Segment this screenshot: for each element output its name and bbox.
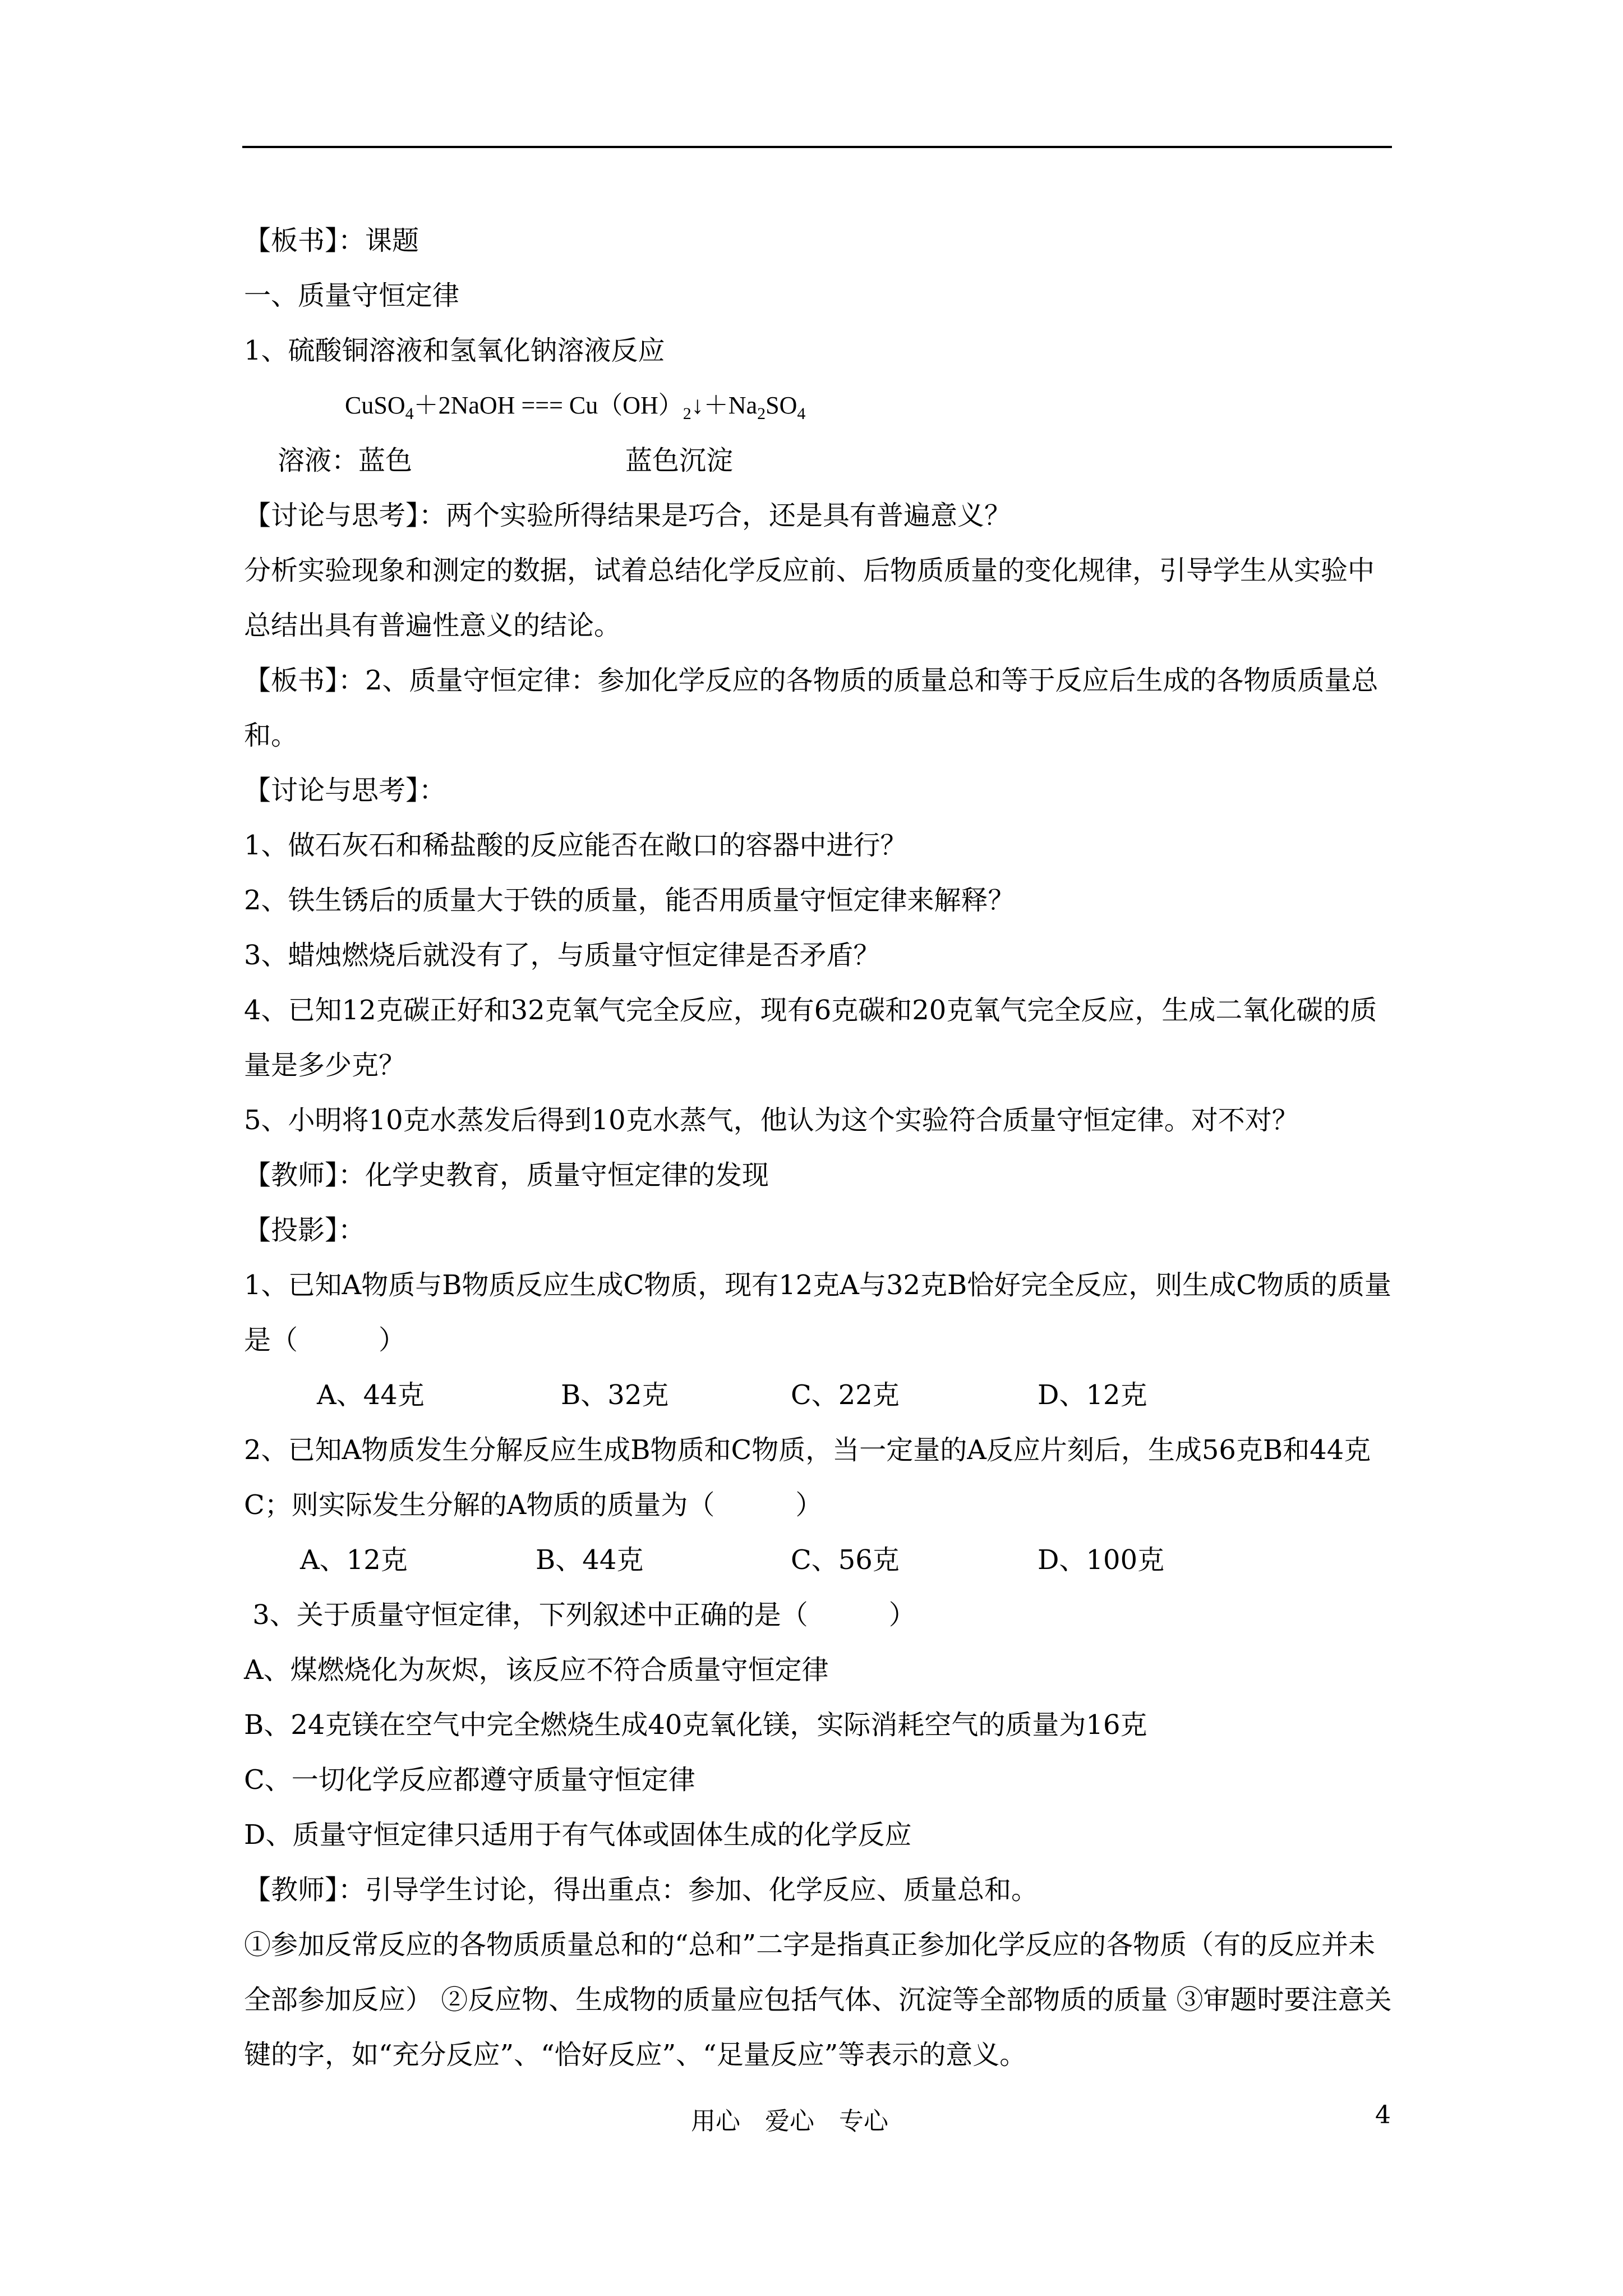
projection-question-3: 3、关于质量守恒定律，下列叙述中正确的是（ ） — [244, 1599, 916, 1631]
section-heading: 一、质量守恒定律 — [244, 280, 460, 311]
precipitate-label: 蓝色沉淀 — [625, 445, 734, 476]
projection-heading: 【投影】： — [244, 1214, 366, 1246]
question-4: 4、已知12克碳正好和32克氧气完全反应，现有6克碳和20克氧气完全反应，生成二氧化碳的质量是多少克？ — [244, 995, 1377, 1081]
question-3: 3、蜡烛燃烧后就没有了，与质量守恒定律是否矛盾？ — [244, 940, 880, 971]
question-3-option-b: B、24克镁在空气中完全燃烧生成40克氧化镁，实际消耗空气的质量为16克 — [244, 1709, 1147, 1741]
chemical-equation: CuSO$_4$＋2NaOH === $Cu(OH)_2↓+Na_2SO_4$ — [345, 392, 806, 423]
discussion-2: 【讨论与思考】： — [244, 775, 446, 806]
option-c: C、56克 — [791, 1544, 900, 1576]
option-a: A、44克 — [317, 1379, 425, 1411]
teacher-note-1: 【教师】：化学史教育，质量守恒定律的发现 — [244, 1159, 769, 1191]
page-number: 4 — [1375, 2101, 1391, 2129]
analysis-paragraph: 分析实验现象和测定的数据，试着总结化学反应前、后物质质量的变化规律，引导学生从实验中总结出具有普遍性意义的结论。 — [244, 555, 1375, 641]
option-b: B、44克 — [536, 1544, 644, 1576]
question-3-option-d: D、质量守恒定律只适用于有气体或固体生成的化学反应 — [244, 1819, 912, 1851]
question-5: 5、小明将10克水蒸发后得到10克水蒸气，他认为这个实验符合质量守恒定律。对不对？ — [244, 1105, 1299, 1136]
law-statement: 【板书】：2、质量守恒定律：参加化学反应的各物质的质量总和等于反应后生成的各物质质量总和。 — [244, 665, 1378, 751]
option-a: A、12克 — [300, 1544, 408, 1576]
solution-colors — [244, 433, 1399, 488]
solution-label: 溶液：蓝色 — [278, 445, 413, 476]
option-b: B、32克 — [561, 1379, 669, 1411]
question-2: 2、铁生锈后的质量大于铁的质量，能否用质量守恒定律来解释？ — [244, 885, 1015, 916]
projection-question-2: 2、已知A物质发生分解反应生成B物质和C物质，当一定量的A反应片刻后，生成56克B和44克C；则实际发生分解的A物质的质量为（ ） — [244, 1434, 1371, 1521]
board-title: 【板书】：课题 — [244, 225, 419, 256]
experiment-heading: 1、硫酸铜溶液和氢氧化钠溶液反应 — [244, 335, 665, 366]
projection-question-1: 1、已知A物质与B物质反应生成C物质，现有12克A与32克B恰好完全反应，则生成C物质的质量是（ ） — [244, 1269, 1392, 1356]
option-d: D、100克 — [1038, 1544, 1165, 1576]
discussion-1: 【讨论与思考】：两个实验所得结果是巧合，还是具有普遍意义？ — [244, 500, 1012, 531]
question-1-options — [244, 1368, 1399, 1423]
question-3-option-a: A、煤燃烧化为灰烬，该反应不符合质量守恒定律 — [244, 1654, 829, 1686]
question-2-options — [244, 1533, 1399, 1588]
option-d: D、12克 — [1038, 1379, 1147, 1411]
teacher-note-2: 【教师】：引导学生讨论，得出重点：参加、化学反应、质量总和。 — [244, 1874, 1039, 1906]
question-1: 1、做石灰石和稀盐酸的反应能否在敞口的容器中进行？ — [244, 830, 907, 861]
question-3-option-c: C、一切化学反应都遵守质量守恒定律 — [244, 1764, 695, 1796]
document-body — [244, 213, 1399, 2082]
option-c: C、22克 — [791, 1379, 900, 1411]
key-points-notes: ①参加反常反应的各物质质量总和的“总和”二字是指真正参加化学反应的各物质（有的反应并未全部参加反应） ②反应物、生成物的质量应包括气体、沉淀等全部物质的质量 ③审题时要注意关键的字，如“充分反应”、“恰好反应”、“足量反应”等表示的意义。 — [244, 1929, 1392, 2070]
header-rule — [242, 146, 1392, 148]
footer-motto: 用心 爱心 专心 — [691, 2107, 888, 2136]
